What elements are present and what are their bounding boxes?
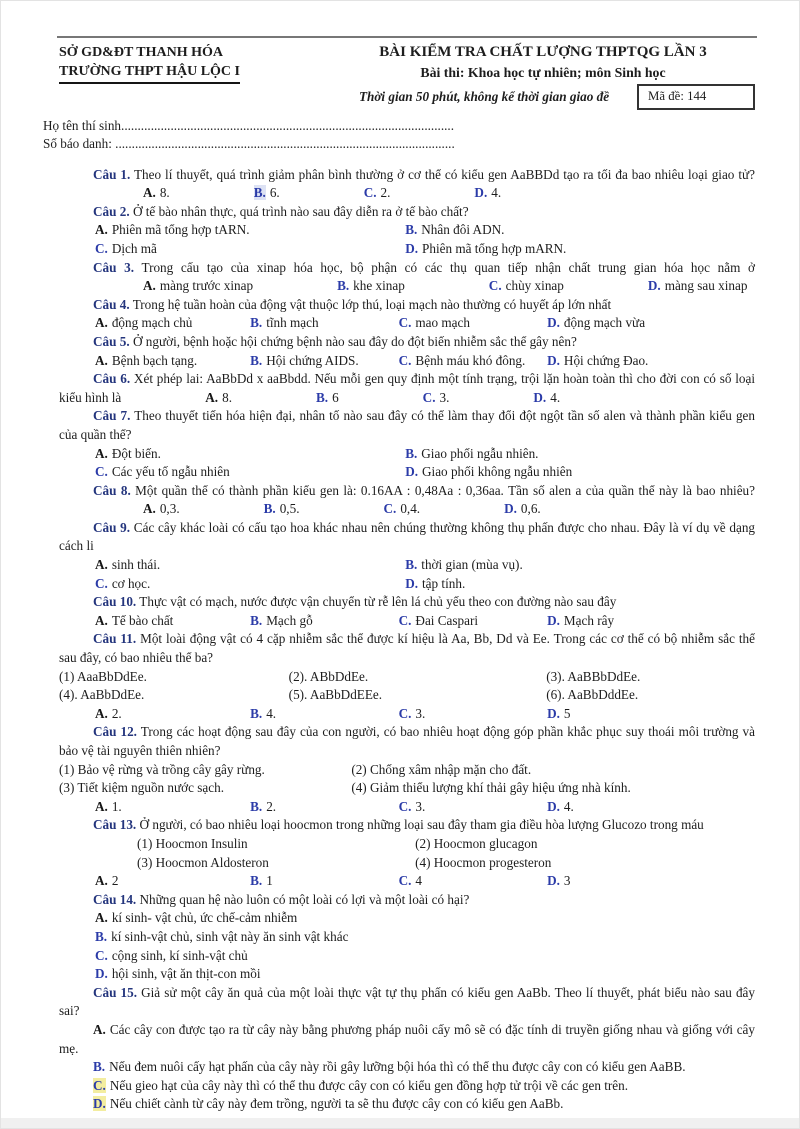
question-stem (59, 259, 755, 296)
option-text: Tế bào chất (111, 612, 174, 628)
option-text: 4. (491, 185, 502, 201)
option-text: động mạch chủ (111, 315, 193, 331)
option-A (95, 221, 405, 240)
option-text: 2. (266, 798, 277, 814)
option-A (59, 909, 755, 928)
option-text: 3. (415, 798, 426, 814)
option-text: 2. (111, 705, 122, 721)
option-text: Nhân đôi ADN. (421, 222, 505, 238)
question-stem (59, 723, 755, 760)
question-stem (59, 407, 755, 444)
option-letter: C. (95, 240, 108, 256)
option-letter: C. (95, 464, 108, 480)
option-A (95, 705, 250, 724)
option-letter: C. (95, 947, 108, 963)
option-C (330, 184, 391, 203)
question-options (59, 798, 755, 817)
option-D (547, 872, 755, 891)
option-text: 8. (159, 185, 170, 201)
option-text: Giao phối không ngẫu nhiên (422, 464, 573, 480)
questions (59, 166, 755, 1114)
option-B (405, 221, 755, 240)
option-A (95, 445, 405, 464)
option-letter: A. (205, 389, 219, 405)
option-letter: B. (405, 445, 418, 461)
option-letter: D. (547, 612, 560, 628)
option-text: 2 (111, 873, 119, 889)
question-text: Trong cấu tạo của xinap hóa học, bộ phận có các thụ quan tiếp nhận chất trung gian hóa học nằm ở (134, 259, 755, 275)
question-12 (59, 723, 755, 816)
option-letter: A. (95, 910, 108, 926)
question-options (59, 445, 755, 482)
option-letter: B. (315, 389, 329, 405)
option-letter: B. (250, 612, 263, 628)
option-text: Dịch mã (111, 240, 157, 256)
option-text: cơ học. (111, 575, 151, 591)
option-B (59, 928, 755, 947)
option-letter: C. (398, 315, 412, 331)
option-text: Nếu gieo hạt của cây này thì có thể thu được cây con có kiểu gen đồng hợp tử trội về các gen trên. (109, 1077, 629, 1093)
question-14 (59, 891, 755, 984)
question-number: Câu 7. (93, 408, 131, 424)
question-stem (59, 593, 755, 612)
question-stem (59, 370, 755, 407)
question-11 (59, 630, 755, 723)
question-options (59, 909, 755, 983)
item-1: (1) Bảo vệ rừng và trồng cây gây rừng. (59, 761, 265, 777)
candidate-name-line: Họ tên thí sinh..................................................................................................... (43, 117, 455, 133)
option-letter: D. (547, 352, 560, 368)
question-number: Câu 2. (93, 203, 130, 219)
question-number: Câu 4. (93, 296, 130, 312)
option-letter: B. (250, 352, 263, 368)
option-text: 6. (269, 185, 280, 201)
option-text: 5 (563, 705, 571, 721)
question-8 (59, 482, 755, 519)
option-text: kí sinh- vật chủ, ức chế-cảm nhiễm (111, 910, 298, 926)
question-text: Ở tế bào nhân thực, quá trình nào sau đây diễn ra ở tế bào chất? (129, 203, 469, 219)
option-text: Hội chứng AIDS. (266, 352, 359, 368)
header-title-block (331, 43, 755, 110)
option-text: 0,3. (159, 501, 180, 517)
option-text: tĩnh mạch (266, 315, 319, 331)
option-text: kí sinh-vật chủ, sinh vật này ăn sinh vật khác (111, 928, 349, 944)
option-A (109, 500, 180, 519)
question-text: Một loài động vật có 4 cặp nhiễm sắc thể được kí hiệu là Aa, Bb, Dd và Ee. Trong các cơ thể có bộ nhiễm sắc thể sau đây, có bao nhiêu thể ba? (59, 631, 755, 666)
question-5 (59, 333, 755, 370)
option-text: 1 (266, 873, 273, 889)
option-letter: A. (143, 501, 156, 517)
option-letter: C. (488, 278, 502, 294)
option-D (59, 965, 755, 984)
option-C (95, 575, 405, 594)
header-school: TRƯỜNG THPT HẬU LỘC I (59, 62, 240, 84)
option-D (547, 352, 755, 371)
option-C (59, 1077, 755, 1096)
option-text: khe xinap (353, 278, 405, 294)
option-A (95, 314, 250, 333)
item-3: (3) Hoocmon Aldosteron (137, 854, 269, 870)
option-D (547, 612, 755, 631)
option-text: Nếu đem nuôi cấy hạt phấn của cây này rồi gây lưỡng bội hóa thì có thể thu được cây con có kiểu gen AaBB. (109, 1059, 686, 1075)
question-number: Câu 1. (93, 166, 131, 182)
option-letter: A. (95, 705, 108, 721)
question-stem (59, 166, 755, 203)
exam-title: BÀI KIỂM TRA CHẤT LƯỢNG THPTQG LẦN 3 (379, 44, 707, 60)
option-B (250, 872, 399, 891)
option-letter: D. (405, 240, 419, 256)
question-number: Câu 3. (93, 259, 135, 275)
option-text: 4. (563, 798, 574, 814)
option-C (399, 705, 548, 724)
exam-duration: Thời gian 50 phút, không kể thời gian giao đề (358, 88, 610, 104)
option-C (389, 389, 450, 408)
question-options (59, 612, 755, 631)
option-letter: D. (405, 575, 419, 591)
question-3 (59, 259, 755, 296)
question-options (59, 1021, 755, 1114)
option-A (95, 556, 405, 575)
item-2: (2). ABbDdEe. (288, 668, 369, 684)
question-stem (59, 630, 755, 667)
option-letter: D. (405, 464, 419, 480)
question-6 (59, 370, 755, 407)
option-B (250, 612, 399, 631)
option-A (95, 872, 250, 891)
question-4 (59, 296, 755, 333)
question-text: Giả sử một cây ăn quả của một loài thực vật tự thụ phấn có kiểu gen AaBb. Theo lí thuyết, phát biểu nào sau đây sai? (59, 984, 755, 1019)
option-letter: A. (143, 278, 156, 294)
option-letter: B. (250, 798, 263, 814)
option-D (470, 500, 541, 519)
option-text: 3. (439, 389, 450, 405)
question-items (59, 668, 755, 705)
question-10 (59, 593, 755, 630)
question-text: Ở người, bệnh hoặc hội chứng bệnh nào sau đây do đột biến nhiễm sắc thể gây nên? (129, 333, 577, 349)
option-D (405, 575, 755, 594)
option-text: 3 (563, 873, 571, 889)
option-text: sinh thái. (111, 557, 161, 573)
option-text: 1. (111, 798, 122, 814)
option-letter: D. (474, 185, 488, 201)
question-options (59, 705, 755, 724)
question-number: Câu 14. (93, 891, 137, 907)
option-letter: B. (250, 873, 263, 889)
question-text: Thực vật có mạch, nước được vận chuyển từ rễ lên lá chủ yếu theo con đường nào sau đây (136, 594, 617, 610)
scan-edge-line (57, 36, 757, 38)
option-B (250, 705, 399, 724)
option-C (399, 872, 548, 891)
option-text: Phiên mã tổng hợp mARN. (422, 240, 567, 256)
option-text: 6 (332, 389, 339, 405)
option-letter: B. (250, 705, 263, 721)
option-letter: D. (95, 966, 108, 982)
option-A (171, 389, 232, 408)
option-B (230, 500, 300, 519)
question-text: Các cây khác loài có cấu tạo hoa khác nhau nên chúng thường không thụ phấn được cho nhau. Đây là ví dụ về dạng cách li (59, 519, 756, 554)
option-D (59, 1095, 755, 1114)
question-text: Ở người, có bao nhiêu loại hoocmon trong những loại sau đây tham gia điều hòa lượng Glucozo trong máu (136, 817, 704, 833)
page-content (1, 1, 799, 1114)
option-D (547, 705, 755, 724)
question-text: Xét phép lai: AaBbDd x aaBbdd. Nếu mỗi gen quy định một tính trạng, trội lặn hoàn toàn thì cho đời con có số loại kiểu hình là (59, 371, 755, 405)
question-options (59, 221, 755, 258)
question-number: Câu 15. (93, 984, 138, 1000)
option-text: 8. (222, 389, 232, 405)
option-letter: B. (93, 1059, 106, 1075)
option-text: 4. (550, 389, 561, 405)
question-options (59, 872, 755, 891)
option-D (405, 463, 755, 482)
question-number: Câu 5. (93, 333, 130, 349)
option-letter: B. (95, 928, 108, 944)
option-C (349, 500, 420, 519)
option-text: mao mạch (415, 315, 470, 331)
option-letter: A. (95, 352, 108, 368)
option-text: 0,5. (279, 501, 300, 517)
option-A (109, 184, 170, 203)
question-items (59, 835, 755, 872)
option-letter: D. (547, 315, 560, 331)
option-letter: A. (95, 445, 108, 461)
question-stem (59, 296, 755, 315)
item-4: (4) Hoocmon progesteron (415, 854, 552, 870)
candidate-block (43, 117, 755, 153)
exam-header (59, 43, 755, 110)
option-text: Nếu chiết cành từ cây này đem trồng, người ta sẽ thu được cây con có kiểu gen AaBb. (109, 1096, 564, 1112)
option-B (303, 277, 405, 296)
option-text: chùy xinap (505, 278, 564, 294)
option-A (95, 612, 250, 631)
header-school-block (59, 43, 331, 110)
option-letter: A. (95, 222, 108, 238)
option-B (250, 352, 399, 371)
question-15 (59, 984, 755, 1114)
question-text: Những quan hệ nào luôn có một loài có lợi và một loài có hại? (136, 891, 470, 907)
exam-code-box: Mã đề: 144 (637, 84, 755, 110)
question-13 (59, 816, 755, 890)
option-letter: C. (398, 352, 412, 368)
question-2 (59, 203, 755, 259)
option-text: 4 (415, 873, 423, 889)
option-A (95, 798, 250, 817)
question-number: Câu 9. (93, 519, 131, 535)
option-letter: C. (363, 185, 377, 201)
option-A (109, 277, 253, 296)
question-text: Theo thuyết tiến hóa hiện đại, nhân tố nào sau đây có thể làm thay đổi đột ngột tần số alen và thành phần kiểu gen của quần thể? (59, 408, 755, 442)
option-letter: D. (504, 501, 517, 517)
option-letter: C. (93, 1077, 106, 1093)
question-stem (59, 984, 755, 1021)
option-letter: A. (95, 612, 108, 628)
option-text: Các yếu tố ngẫu nhiên (111, 464, 230, 480)
option-A (59, 1021, 755, 1058)
option-text: Mạch gỗ (266, 612, 313, 628)
question-text: Trong hệ tuần hoàn của động vật thuộc lớp thú, loại mạch nào thường có huyết áp lớn nhất (129, 296, 612, 312)
option-letter: A. (143, 185, 156, 201)
option-letter: D. (547, 798, 560, 814)
question-options (59, 352, 755, 371)
question-text: Trong các hoạt động sau đây của con người, có bao nhiêu hoạt động góp phần khắc phục suy thoái môi trường và bảo vệ tài nguyên thiên nhiên? (59, 724, 755, 758)
option-text: Giao phối ngẫu nhiên. (421, 445, 539, 461)
question-number: Câu 8. (93, 482, 131, 498)
item-3: (3). AaBBbDdEe. (546, 668, 641, 684)
option-C (399, 352, 548, 371)
option-D (440, 184, 501, 203)
item-2: (2) Chống xâm nhập mặn cho đất. (351, 761, 532, 777)
option-letter: C. (398, 873, 412, 889)
option-text: Đột biến. (111, 445, 161, 461)
option-letter: A. (93, 1021, 106, 1037)
option-text: tập tính. (422, 575, 466, 591)
option-A (95, 352, 250, 371)
question-1 (59, 166, 755, 203)
option-B (405, 445, 755, 464)
option-D (499, 389, 560, 408)
question-stem (59, 816, 755, 835)
question-options (59, 556, 755, 593)
option-letter: C. (383, 501, 397, 517)
question-number: Câu 11. (93, 631, 137, 647)
question-options (59, 314, 755, 333)
option-text: Mạch rây (563, 612, 615, 628)
option-letter: C. (398, 705, 412, 721)
option-letter: A. (95, 557, 108, 573)
option-text: màng trước xinap (159, 278, 254, 294)
option-letter: D. (533, 389, 547, 405)
candidate-id-line: Số báo danh: ....................................................................................................... (43, 135, 455, 151)
option-letter: B. (337, 278, 350, 294)
option-C (455, 277, 564, 296)
option-text: cộng sinh, kí sinh-vật chủ (111, 947, 248, 963)
option-B (220, 184, 280, 203)
question-stem (59, 203, 755, 222)
question-9 (59, 519, 755, 593)
option-letter: D. (647, 278, 661, 294)
option-C (399, 314, 548, 333)
item-6: (6). AaBbDddEe. (546, 687, 639, 703)
item-3: (3) Tiết kiệm nguồn nước sạch. (59, 780, 225, 796)
item-1: (1) Hoocmon Insulin (137, 835, 248, 851)
option-letter: C. (398, 612, 412, 628)
option-text: 0,6. (520, 501, 541, 517)
option-letter: A. (95, 315, 108, 331)
option-letter: C. (398, 798, 412, 814)
option-text: 4. (266, 705, 277, 721)
option-C (59, 947, 755, 966)
question-number: Câu 13. (93, 817, 137, 833)
option-D (405, 240, 755, 259)
option-text: hội sinh, vật ăn thịt-con mồi (111, 966, 261, 982)
option-letter: D. (547, 873, 560, 889)
question-stem (59, 891, 755, 910)
option-C (95, 240, 405, 259)
option-text: Phiên mã tổng hợp tARN. (111, 222, 250, 238)
question-7 (59, 407, 755, 481)
exam-subject: Bài thi: Khoa học tự nhiên; môn Sinh học (420, 65, 666, 80)
option-D (547, 314, 755, 333)
option-text: Các cây con được tạo ra từ cây này bằng phương pháp nuôi cấy mô sẽ có đặc tính di truyền giống nhau và giống với cây mẹ. (59, 1021, 755, 1056)
question-stem (59, 333, 755, 352)
option-letter: D. (93, 1096, 106, 1112)
option-C (399, 798, 548, 817)
option-text: thời gian (mùa vụ). (421, 557, 523, 573)
option-text: 3. (415, 705, 426, 721)
exam-time-row (331, 84, 755, 110)
question-stem (59, 482, 755, 519)
question-items (59, 761, 755, 798)
option-B (282, 389, 339, 408)
option-B (250, 314, 399, 333)
option-letter: B. (405, 222, 418, 238)
option-text: Bệnh bạch tạng. (111, 352, 198, 368)
item-4: (4) Giảm thiểu lượng khí thải gây hiệu ứng nhà kính. (351, 780, 631, 796)
option-B (250, 798, 399, 817)
question-stem (59, 519, 755, 556)
question-number: Câu 6. (93, 371, 131, 387)
item-1: (1) AaaBbDdEe. (59, 668, 147, 684)
item-2: (2) Hoocmon glucagon (415, 835, 538, 851)
header-department: SỞ GD&ĐT THANH HÓA (59, 45, 224, 60)
option-letter: A. (95, 873, 108, 889)
option-letter: B. (250, 315, 263, 331)
option-B (405, 556, 755, 575)
option-text: 2. (380, 185, 391, 201)
option-B (59, 1058, 755, 1077)
option-letter: B. (253, 185, 266, 201)
option-letter: D. (547, 705, 560, 721)
option-D (614, 277, 748, 296)
option-C (95, 463, 405, 482)
option-letter: C. (422, 389, 436, 405)
option-C (399, 612, 548, 631)
option-text: động mạch vừa (563, 315, 646, 331)
option-letter: B. (405, 557, 418, 573)
option-text: 0,4. (400, 501, 421, 517)
option-D (547, 798, 755, 817)
option-text: Bệnh máu khó đông. (415, 352, 526, 368)
option-text: Hội chứng Đao. (563, 352, 649, 368)
option-text: màng sau xinap (664, 278, 748, 294)
question-text: Một quần thể có thành phần kiểu gen là: 0.16AA : 0,48Aa : 0,36aa. Tần số alen a của quần thể này là bao nhiêu? (130, 482, 756, 498)
option-letter: B. (263, 501, 276, 517)
question-text: Theo lí thuyết, quá trình giảm phân bình thường ở cơ thể có kiểu gen AaBBDd tạo ra tối đa bao nhiêu loại giao tử? (130, 166, 756, 182)
question-number: Câu 10. (93, 594, 137, 610)
item-4: (4). AaBbDdEe. (59, 687, 145, 703)
question-number: Câu 12. (93, 724, 137, 740)
item-5: (5). AaBbDdEEe. (288, 687, 383, 703)
option-text: Đai Caspari (415, 612, 479, 628)
option-letter: A. (95, 798, 108, 814)
option-letter: C. (95, 575, 108, 591)
